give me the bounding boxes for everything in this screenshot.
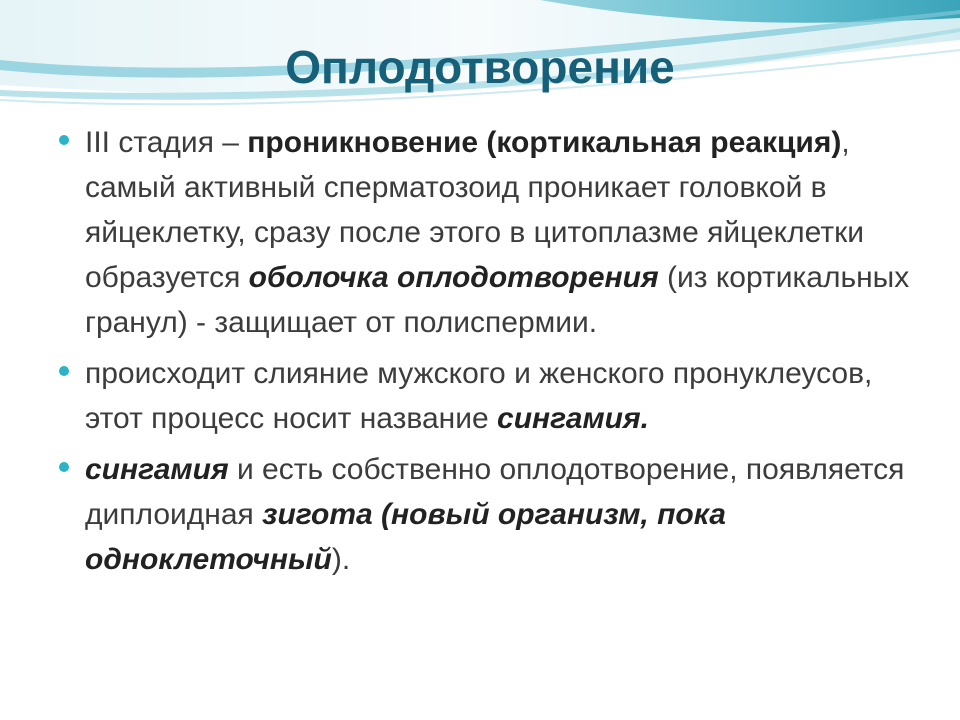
list-item: сингамия и есть собственно оплодотворение, появляется диплоидная зигота (новый организм, пока одноклеточный). — [55, 447, 915, 582]
bullet-list — [55, 120, 915, 588]
bullet-dot-icon — [59, 366, 69, 376]
bullet-dot-icon — [59, 135, 69, 145]
bullet-dot-icon — [59, 462, 69, 472]
list-item: III стадия – проникновение (кортикальная реакция), самый активный сперматозоид проникает головкой в яйцеклетку, сразу после этого в цитоплазме яйцеклетки образуется оболочка оплодотворения (из кортикальных гранул) - защищает от полиспермии. — [55, 120, 915, 345]
list-item: происходит слияние мужского и женского пронуклеусов, этот процесс носит название сингамия. — [55, 351, 915, 441]
page-title: Оплодотворение — [285, 41, 675, 93]
